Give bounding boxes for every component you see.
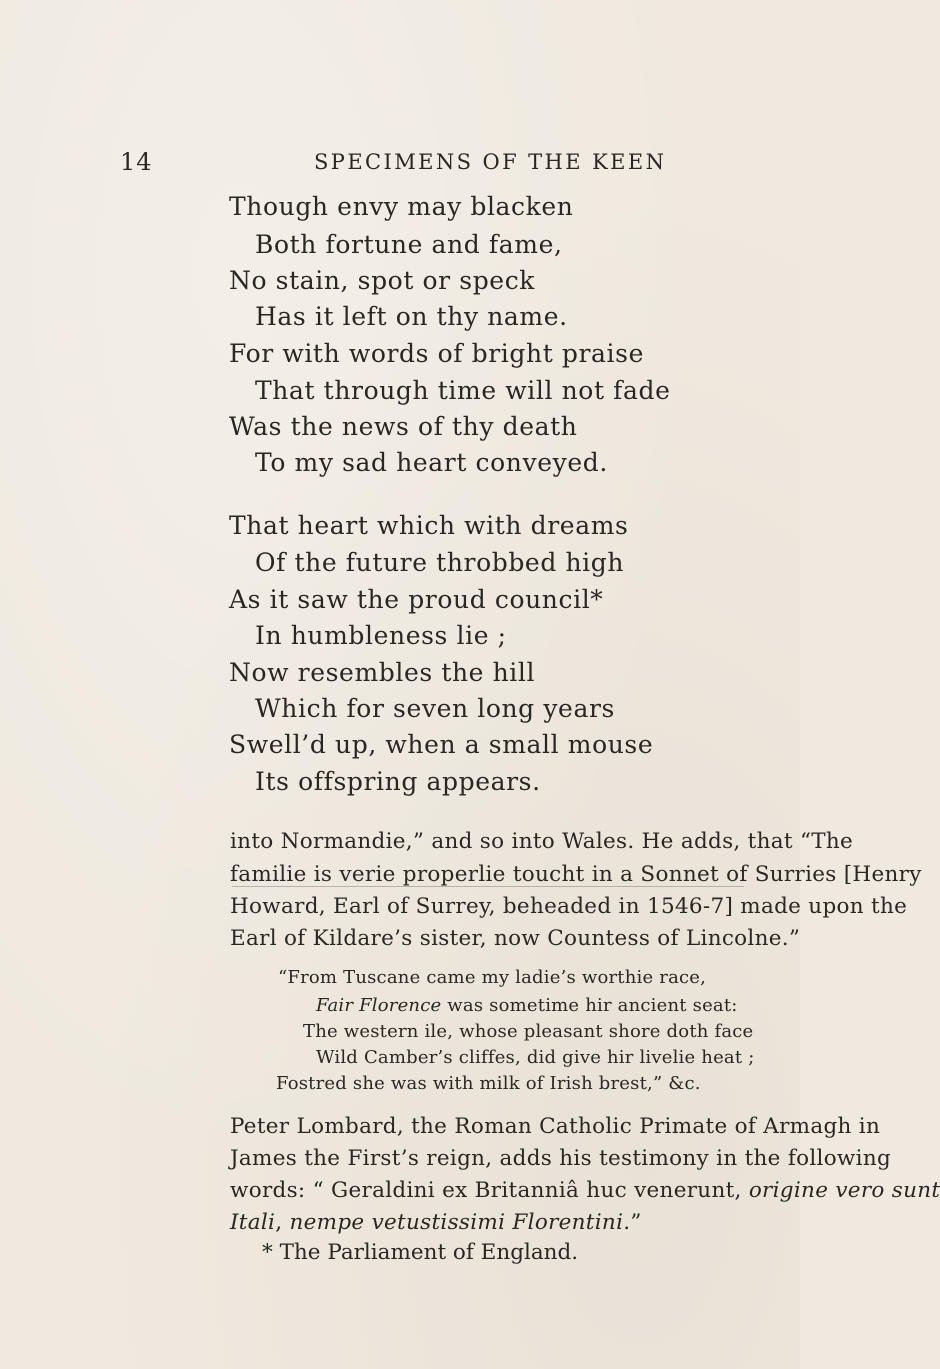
poem-line: For with words of bright praise (229, 339, 644, 368)
prose-italic: origine vero sunt (748, 1178, 940, 1203)
poem-line: Though envy may blacken (229, 192, 574, 221)
quote-text: was sometime hir ancient seat: (441, 995, 738, 1016)
poem-line: Has it left on thy name. (255, 302, 568, 331)
poem-line: In humbleness lie ; (255, 621, 507, 650)
poem-line: Was the news of thy death (229, 412, 578, 441)
prose-line (230, 1210, 642, 1235)
quote-line: Wild Camber’s cliffes, did give hir livelie heat ; (316, 1047, 755, 1068)
prose-line: Peter Lombard, the Roman Catholic Primate of Armagh in (230, 1114, 881, 1139)
quote-line: The western ile, whose pleasant shore doth face (303, 1021, 754, 1042)
prose-italic: Itali (230, 1210, 276, 1235)
running-head: SPECIMENS OF THE KEEN (314, 150, 667, 174)
prose-line: James the First’s reign, adds his testimony in the following (230, 1146, 892, 1171)
footnote: * The Parliament of England. (262, 1240, 579, 1265)
poem-line: That through time will not fade (255, 376, 671, 405)
prose-line: Earl of Kildare’s sister, now Countess of Lincolne.” (230, 926, 801, 951)
quote-line: Fostred she was with milk of Irish brest,” &c. (276, 1073, 701, 1094)
prose-line: familie is verie properlie toucht in a Sonnet of Surries [Henry (230, 862, 922, 887)
poem-line: Both fortune and fame, (255, 230, 563, 259)
prose-line (230, 1178, 940, 1203)
poem-line: Swell’d up, when a small mouse (229, 730, 654, 759)
prose-line: Howard, Earl of Surrey, beheaded in 1546-7] made upon the (230, 894, 908, 919)
poem-line: Now resembles the hill (229, 658, 536, 687)
prose-text: , (275, 1210, 290, 1235)
poem-line: Which for seven long years (255, 694, 615, 723)
poem-line: No stain, spot or speck (229, 266, 536, 295)
prose-italic: nempe vetustissimi Florentini (289, 1210, 624, 1235)
poem-line: Of the future throbbed high (255, 548, 625, 577)
poem-line: Its offspring appears. (255, 767, 541, 796)
poem-line: As it saw the proud council* (229, 585, 604, 614)
poem-line: To my sad heart conveyed. (255, 448, 608, 477)
quote-line: “From Tuscane came my ladie’s worthie race, (278, 967, 707, 988)
prose-text: words: “ Geraldini ex Britanniâ huc venerunt, (230, 1178, 749, 1203)
poem-line: That heart which with dreams (229, 511, 629, 540)
prose-text: .” (623, 1210, 642, 1235)
quote-line (316, 995, 738, 1016)
prose-line: into Normandie,” and so into Wales. He adds, that “The (230, 829, 854, 854)
page-header (0, 148, 800, 178)
quote-italic: Fair Florence (316, 995, 442, 1016)
page-number: 14 (120, 148, 153, 176)
